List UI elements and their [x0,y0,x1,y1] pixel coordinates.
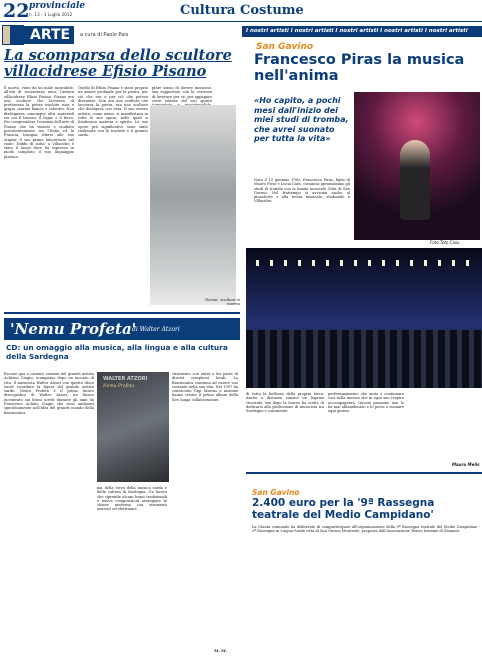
divider [246,472,482,474]
article-signature: M. M. [214,648,228,653]
article-column: perfezionamento che aiuta e continuare così nella musica che in ogni suo respiro accompagnerà. Questa passione non lo ha mai abbandonato e lo porta a suonare ogni giorno. [328,392,404,414]
masthead-logo: provinciale [29,1,86,11]
audience-silhouette [246,330,482,388]
photo-credit: Foto Toto Casu [430,240,460,245]
cd-artist: WALTER ATZORI [103,376,148,382]
photo-caption: 'Donna', scultura in marmo [204,298,240,306]
piras-headline: Francesco Piras la musica nell'anima [254,52,465,84]
location-label: San Gavino [252,488,300,497]
article-body: La Giunta comunale ha deliberato di compartecipare all'organizzazione della 9ª Rassegna teatrale del Medio Campidano - 2ª Rassegna in Lingua Sarda città di San Gavino Monreale, proposta dall'Associazione Teatro Insieme di Samassi. [252,525,480,534]
divider [4,312,240,314]
statue-photo [150,105,236,305]
arte-section-band: ARTE [10,26,74,44]
article-column: strumento con entra a far parte di diversi complessi locali. La fisarmonica continua ad essere suo costante nella sua vita. Nel 1997 ha conosciuto Gigi Marras e insieme hanno creato il primo album della loro lunga collaborazione. [172,372,238,402]
article-column: Escono qua a cantare canzoni del grande artista Achiòno Cingiu, scomparso dopo un inconto di vita: il musicista Walter Atzori con questo disco vuole ricordare la figura del grande artista sardo. Nemu Profeta è il primo lavoro discografico di Walter Atzori, un lavoro incentrato sui brani scritti durante gli anni da Francesco Achìno Cingiu che sono ambienti specificamente nell'idea del grande mondo della fisarmonica. [4,372,94,415]
pull-quote: «Ho capito, a pochi mesi dall'inizio dei miei studi di tromba, che avrei suonato per tutta la vita» [254,96,349,144]
article-column: di tutta la bellezza della propria terra. Anche a distanza rimane un legame viscerale, ma dopo la laurea ha scelto di dedicarsi alla professione di musicista tra Sardegna e continente. [246,392,324,414]
article-column: plare senso di dovere missione, sua supportato con la certezza di lavorare per sé, per appagare certe istanze del suo spirito [152,86,212,103]
rassegna-headline: 2.400 euro per la '9ª Rassegna teatrale del Medio Campidano' [252,497,435,521]
stage-lights [256,260,472,266]
issue-info: n. 13 - 1 Luglio 2012 [29,12,73,17]
page-number: 22 [3,0,30,22]
performer-figure [400,140,430,220]
article-column: Quello di Efisio Pisano è stato proprio un amore profondo per la pietra, per ciò che era e per ciò che poteva diventare. Non era uno scultore che lavorava la pietra, era uno scultore che dialogava con essa. Il suo essere artista, come uomo, si manifestava in tutte le sue opere, nelle quali si fondevano materia e spirito. Le sue opere più significative sono state realizzate con la trachite e il granito sardo. [78,86,148,138]
cd-title: Nemu Profeta [103,384,135,389]
article-headline: La scomparsa dello scultore villacidrese Efisio Pisano [4,47,232,80]
article-column: È morto, vinto da un male incurabile, all'età di sessantuno anni, l'artista villacidrese Efisio Pisano. Pisano era uno scultore che lavorava di preferenza la pietra trachite rosa e grigia, marmo bianco e colorato. Non disdegnava comunque altri materiali tra cui il bronzo, il legno e il ferro. Per comprendere l'essenza dell'arte di Pisano che ha vissuto e studiato prevalentemente tra l'Italia ed la Francia, bisogna rifarsi alle sue origini: il suo primo laboratorio nel rione 'Diddu di sutta' a Villacidro è stato il luogo dove ha espresso in modo compiuto il suo linguaggio plastico. [4,86,75,159]
nemu-subtitle: CD: un omaggio alla musica, alla lingua e alla cultura della Sardegna [6,343,228,361]
article-column: ma della terra della musica sarda e della cultura di Sardegna. Un lavoro che riprende alcuni brani tradizionali e nuove composizioni arrangiate in chiave moderna con strumenti acustici ed elettronici. [97,486,167,512]
article-signature: Mauro Melis [452,462,480,467]
article-author: a cura di Paolo Pais [80,32,129,38]
article-column: Nato il 15 gennaio 1982, Francesco Piras, figlio di Mauro Piras e Lucia Cara, comincia giovanissimo gli studi di tromba con la banda musicale Città di San Gavino. Nel frattempo si avvicina anche al pianoforte e alla teoria musicale, studiando a Villacidro. [254,178,350,204]
artists-band: I nostri artisti I nostri artisti I nostri artisti I nostri artisti I nostri artisti [242,26,482,37]
location-label: San Gavino [256,42,314,52]
section-title: Cultura Costume [180,3,304,18]
nemu-headline: 'Nemu Profeta' [10,320,137,338]
nemu-byline: di Walter Atzori [132,326,180,333]
